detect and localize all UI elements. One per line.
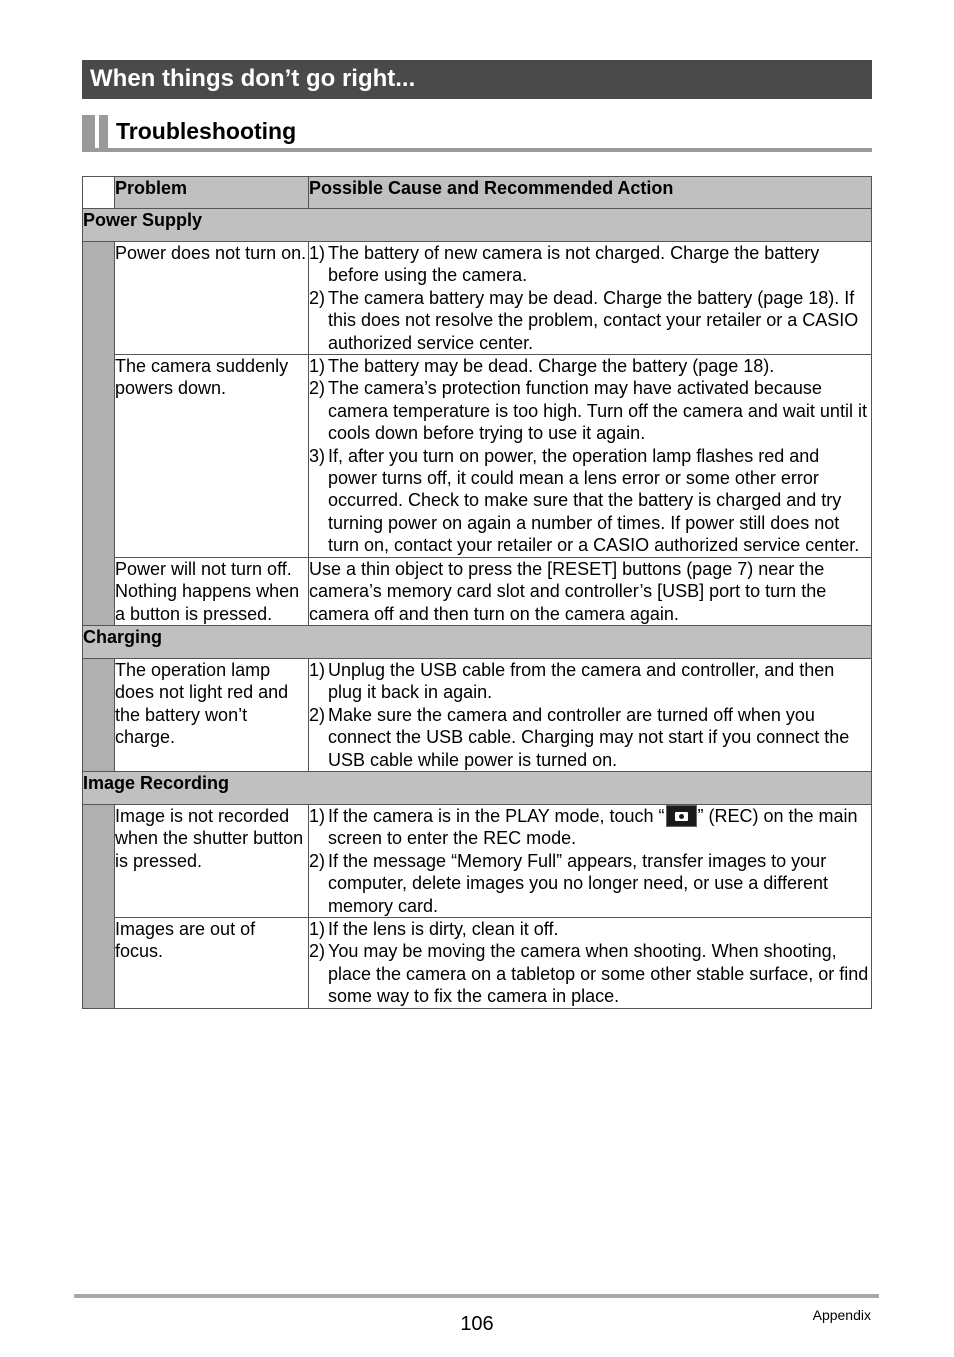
table-row [83,658,872,771]
table-row [83,242,872,355]
problem-cell: Images are out of focus. [115,917,309,1008]
category-row [83,625,872,658]
action-cell [309,355,872,558]
action-cell [309,242,872,355]
footer-divider [74,1294,879,1298]
action-item: 1) Unplug the USB cable from the camera and controller, and then plug it back in again. [309,659,835,703]
section-heading [82,114,872,152]
section-title: Troubleshooting [116,118,297,144]
category-side-bar [83,658,115,771]
problem-cell: Image is not recorded when the shutter button is pressed. [115,804,309,917]
action-cell [309,804,872,917]
problem-cell: The camera suddenly powers down. [115,355,309,558]
problem-cell: Power will not turn off. Nothing happens when a button is pressed. [115,557,309,625]
category-label: Image Recording [83,771,872,804]
column-header-problem: Problem [115,177,309,209]
page-title-bar [82,60,872,99]
category-side-bar [83,242,115,626]
page-title: When things don’t go right... [90,65,416,92]
footer-section-label: Appendix [812,1307,871,1323]
action-cell [309,658,872,771]
action-cell: Use a thin object to press the [RESET] buttons (page 7) near the camera’s memory card slot and controller’s [USB] port to turn the camera off and then turn on the camera again. [309,557,872,625]
action-item: 2) Make sure the camera and controller are turned off when you connect the USB cable. Charging may not start if you connect the USB cable while power is turned on. [309,704,850,770]
category-label: Power Supply [83,209,872,242]
table-row [83,804,872,917]
category-label: Charging [83,625,872,658]
action-item: 2) The camera battery may be dead. Charge the battery (page 18). If this does not resolve the problem, contact your retailer or a CASIO authorized service center. [309,287,859,353]
page-number: 106 [460,1313,494,1335]
action-item: 1) The battery may be dead. Charge the battery (page 18). [309,356,775,377]
column-header-action: Possible Cause and Recommended Action [309,177,872,209]
category-side-bar [83,804,115,1008]
action-cell [309,917,872,1008]
table-row [83,917,872,1008]
action-item: 1) The battery of new camera is not charged. Charge the battery before using the camera. [309,243,820,286]
table-row [83,557,872,625]
action-item: 3) If, after you turn on power, the operation lamp flashes red and power turns off, it could mean a lens error or some other error occurred. Check to make sure that the battery is charged and try turning power on again a number of times. If power still does not turn on, contact your retailer or a CASIO authorized service center. [309,445,860,556]
category-row [83,771,872,804]
table-header-row [83,177,872,209]
action-item: 2) You may be moving the camera when shooting. When shooting, place the camera on a tabletop or some other stable surface, or find some way to fix the camera in place. [309,941,869,1007]
action-item: 2) The camera’s protection function may have activated because camera temperature is too high. Turn off the camera and wait until it cools down before trying to use it again. [309,378,867,444]
action-item: 2) If the message “Memory Full” appears, transfer images to your computer, delete images you no longer need, or use a different memory card. [309,850,828,916]
header-spacer [83,177,115,209]
category-row [83,209,872,242]
action-item: 1) If the camera is in the PLAY mode, touch “ ” (REC) on the main screen to enter the REC mode. [309,805,858,849]
table-row [83,355,872,558]
problem-cell: The operation lamp does not light red and the battery won’t charge. [115,658,309,771]
camera-rec-icon [666,805,697,827]
troubleshooting-table [82,176,872,1009]
action-item: 1) If the lens is dirty, clean it off. [309,918,559,939]
problem-cell: Power does not turn on. [115,242,309,355]
